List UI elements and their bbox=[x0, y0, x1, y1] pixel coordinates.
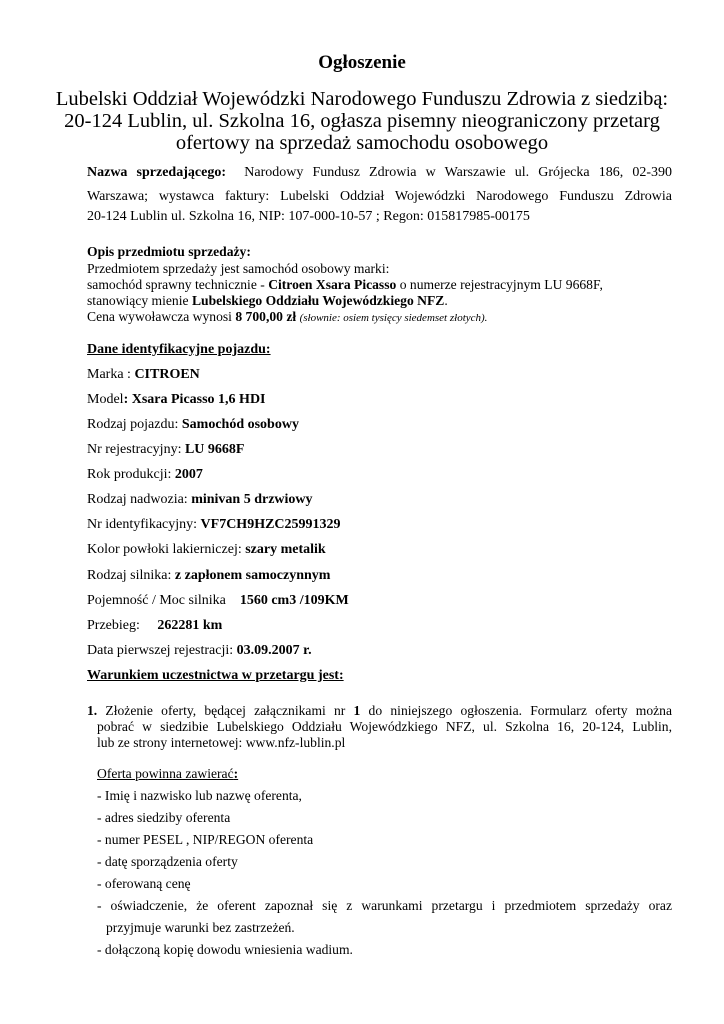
subject-line-1: Przedmiotem sprzedaży jest samochód osobowy marki: bbox=[87, 261, 390, 276]
subject-heading: Opis przedmiotu sprzedaży: bbox=[87, 244, 251, 259]
vehicle-row: Przebieg: 262281 km bbox=[87, 618, 223, 633]
vehicle-row: Data pierwszej rejestracji: 03.09.2007 r. bbox=[87, 643, 312, 658]
offer-item: - datę sporządzenia oferty bbox=[97, 854, 238, 869]
header-line-2: 20-124 Lublin, ul. Szkolna 16, ogłasza pisemny nieograniczony przetarg bbox=[64, 110, 660, 132]
seller-line-3: 20-124 Lublin ul. Szkolna 16, NIP: 107-000-10-57 ; Regon: 015817985-00175 bbox=[87, 209, 530, 224]
header-line-1: Lubelski Oddział Wojewódzki Narodowego Funduszu Zdrowia z siedzibą: bbox=[55, 88, 669, 110]
vehicle-row: Rodzaj nadwozia: minivan 5 drzwiowy bbox=[87, 492, 313, 507]
seller-label: Nazwa sprzedającego: bbox=[87, 165, 226, 180]
condition-1-line-1: 1. Złożenie oferty, będącej załącznikami nr 1 do niniejszego ogłoszenia. Formularz oferty można bbox=[87, 703, 672, 718]
vehicle-row: Model: Xsara Picasso 1,6 HDI bbox=[87, 392, 266, 407]
document-title: Ogłoszenie bbox=[318, 52, 406, 73]
offer-item: - Imię i nazwisko lub nazwę oferenta, bbox=[97, 788, 302, 803]
vehicle-row: Kolor powłoki lakierniczej: szary metalik bbox=[87, 542, 326, 557]
offer-item: - oświadczenie, że oferent zapoznał się z warunkami przetargu i przedmiotem sprzedaży oraz bbox=[97, 898, 672, 913]
offer-item: - dołączoną kopię dowodu wniesienia wadium. bbox=[97, 942, 353, 957]
vehicle-row: Rok produkcji: 2007 bbox=[87, 467, 203, 482]
starting-price: 8 700,00 zł bbox=[235, 309, 297, 324]
offer-heading: Oferta powinna zawierać: bbox=[97, 766, 239, 781]
vehicle-name: Citroen Xsara Picasso bbox=[268, 277, 397, 292]
seller-text-1: Narodowy Fundusz Zdrowia w Warszawie ul. Grójecka 186, 02-390 bbox=[244, 165, 673, 180]
seller-line-2: Warszawa; wystawca faktury: Lubelski Oddział Wojewódzki Narodowego Funduszu Zdrowia bbox=[87, 189, 672, 204]
offer-item: - numer PESEL , NIP/REGON oferenta bbox=[97, 832, 314, 847]
subject-line-3: stanowiący mienie Lubelskiego Oddziału Wojewódzkiego NFZ. bbox=[87, 293, 448, 308]
vehicle-row: Nr identyfikacyjny: VF7CH9HZC25991329 bbox=[87, 517, 341, 532]
vehicle-row: Rodzaj silnika: z zapłonem samoczynnym bbox=[87, 568, 331, 583]
conditions-heading: Warunkiem uczestnictwa w przetargu jest: bbox=[87, 668, 344, 683]
vehicle-row: Pojemność / Moc silnika 1560 cm3 /109KM bbox=[87, 593, 349, 608]
offer-item: - adres siedziby oferenta bbox=[97, 810, 231, 825]
seller-line-1 bbox=[87, 165, 672, 181]
vehicle-row: Nr rejestracyjny: LU 9668F bbox=[87, 442, 245, 457]
condition-1-line-2: pobrać w siedzibie Lubelskiego Oddziału Wojewódzkiego NFZ, ul. Szkolna 16, 20-124, Lublin, bbox=[97, 719, 672, 734]
offer-item: - oferowaną cenę bbox=[97, 876, 191, 891]
subject-line-2: samochód sprawny technicznie - Citroen Xsara Picasso o numerze rejestracyjnym LU 9668F, bbox=[87, 277, 603, 292]
owner-name: Lubelskiego Oddziału Wojewódzkiego NFZ bbox=[191, 293, 445, 308]
condition-1-line-3: lub ze strony internetowej: www.nfz-lublin.pl bbox=[97, 735, 346, 750]
vehicle-heading: Dane identyfikacyjne pojazdu: bbox=[87, 342, 271, 357]
vehicle-row: Marka : CITROEN bbox=[87, 367, 200, 382]
price-in-words: (słownie: osiem tysięcy siedemset złotych). bbox=[299, 312, 488, 324]
subject-line-4: Cena wywoławcza wynosi 8 700,00 zł (słownie: osiem tysięcy siedemset złotych). bbox=[87, 309, 488, 324]
header-line-3: ofertowy na sprzedaż samochodu osobowego bbox=[175, 132, 549, 154]
vehicle-row: Rodzaj pojazdu: Samochód osobowy bbox=[87, 417, 299, 432]
offer-item-continued: przyjmuje warunki bez zastrzeżeń. bbox=[106, 920, 295, 935]
